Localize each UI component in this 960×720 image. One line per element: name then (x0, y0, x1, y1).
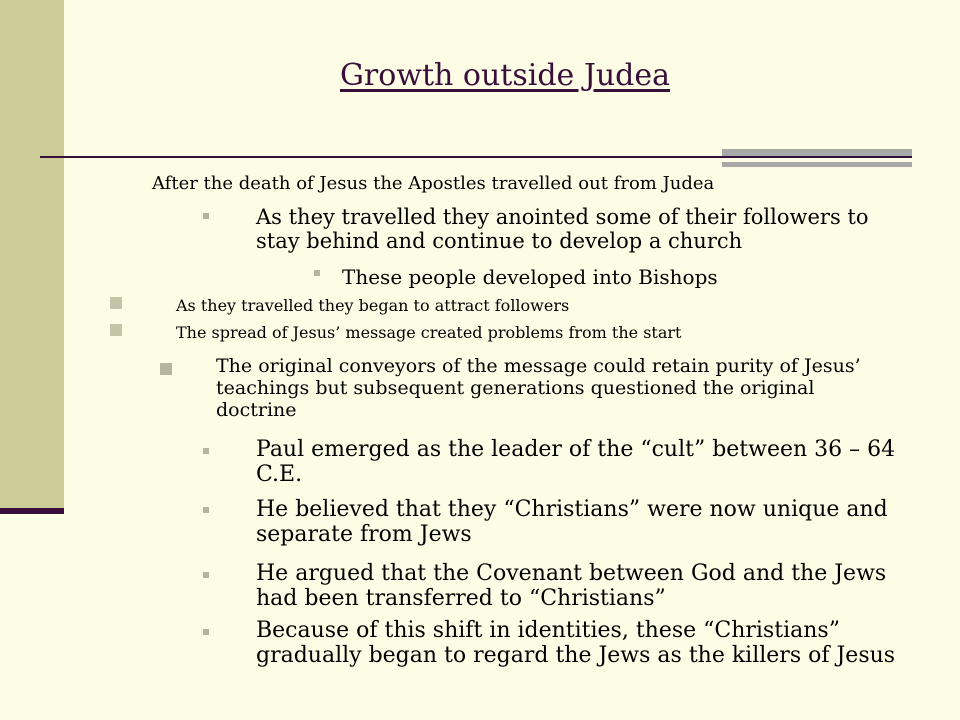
slide-title: Growth outside Judea (339, 58, 671, 93)
bullet-square-icon (203, 572, 209, 578)
sub-point-anointed: As they travelled they anointed some of their followers to stay behind and continue to develop a church (256, 205, 869, 253)
point-followers: As they travelled they began to attract followers (176, 296, 570, 315)
sub-point-paul: Paul emerged as the leader of the “cult” between 36 – 64 C.E. (256, 437, 896, 487)
bullet-square-icon (314, 270, 320, 276)
bullet-square-icon (110, 297, 122, 309)
sub-point-unique: He believed that they “Christians” were now unique and separate from Jews (256, 497, 888, 547)
title-rule-accent-bottom (722, 162, 912, 167)
bullet-square-icon (110, 324, 122, 336)
bullet-square-icon (203, 448, 209, 454)
sub-point-bishops: These people developed into Bishops (342, 265, 718, 289)
bullet-square-icon (160, 363, 172, 375)
point-conveyors: The original conveyors of the message could retain purity of Jesus’ teachings but subsequent generations questioned the original doctrine (216, 355, 861, 421)
title-rule-accent-top (722, 149, 912, 156)
left-bar-accent (0, 508, 64, 514)
point-spread: The spread of Jesus’ message created problems from the start (176, 323, 682, 342)
bullet-square-icon (203, 213, 209, 219)
title-rule (40, 156, 912, 158)
sub-point-identities: Because of this shift in identities, these “Christians” gradually began to regard the Jews as the killers of Jesus (256, 618, 896, 668)
bullet-square-icon (203, 507, 209, 513)
intro-text: After the death of Jesus the Apostles travelled out from Judea (152, 173, 715, 194)
sub-point-covenant: He argued that the Covenant between God and the Jews had been transferred to “Christians” (256, 561, 887, 611)
bullet-square-icon (203, 629, 209, 635)
